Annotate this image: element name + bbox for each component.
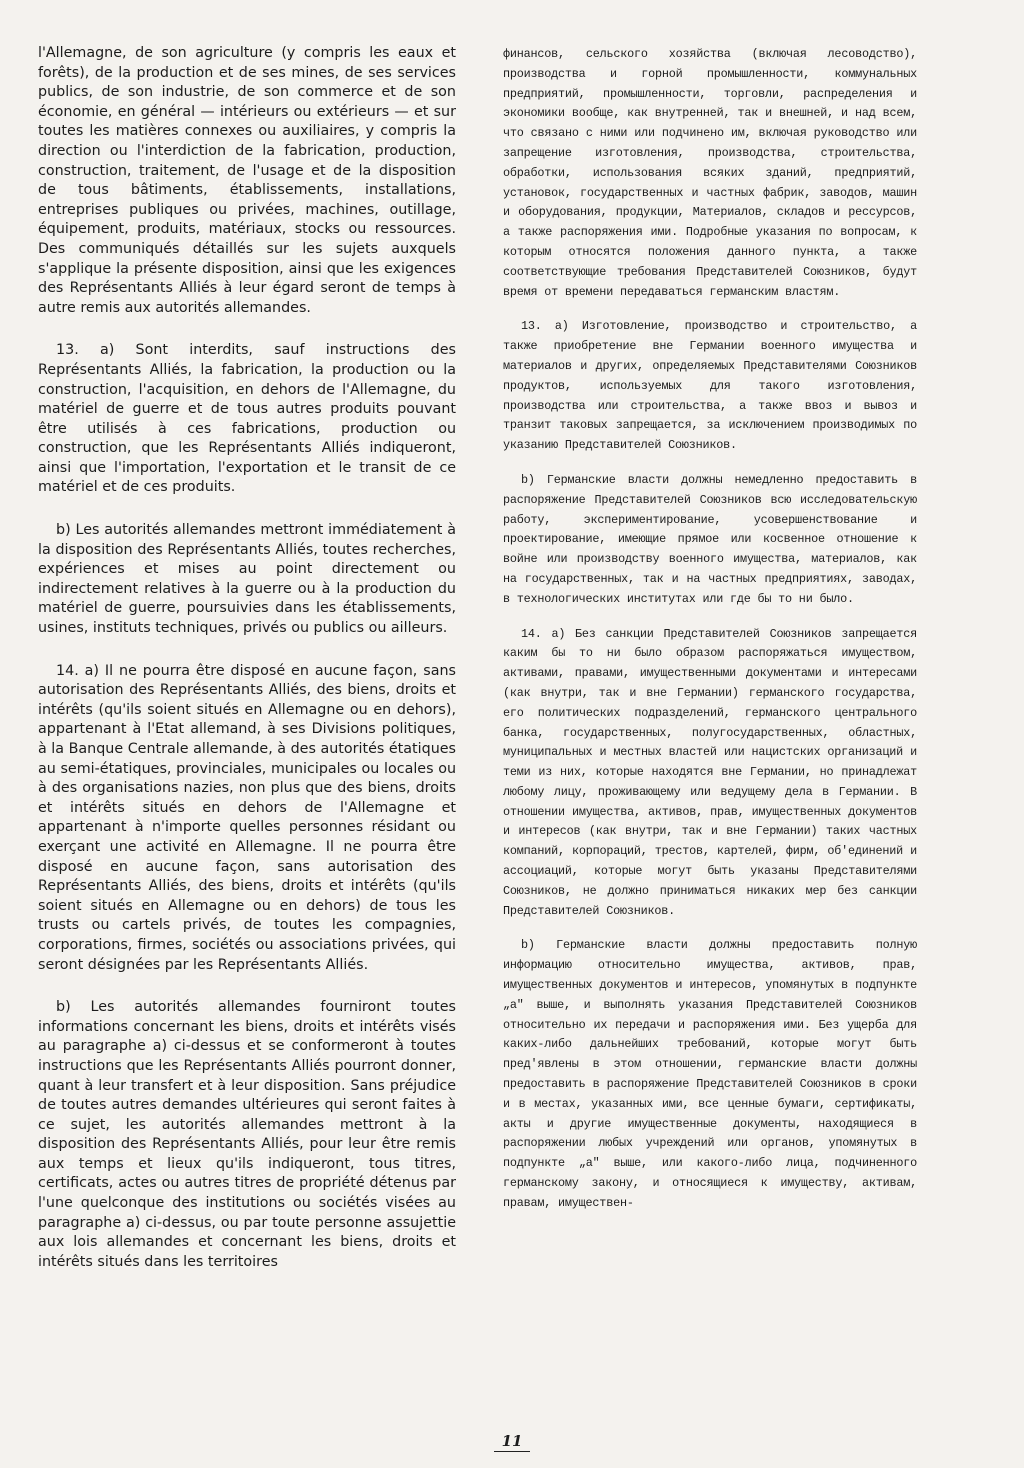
ru-paragraph-continuation: финансов, сельского хозяйства (включая лесоводство), производства и горной промышленности, коммунальных предприятий, промышленности, торговли, распределения и экономики вообще, как внутренней, так и внешней, и над всем, что связано с ними или подчинено им, включая руководство или запрещение изготовления, производства, строительства, обработки, использования всяких зданий, предприятий, установок, государственных и частных фабрик, заводов, машин и оборудования, продукции, Материалов, складов и рессурсов, а также распоряжения ими. Подробные указания по вопросам, к которым относятся положения данного пункта, а также соответствующие требования Представителей Союзников, будут время от времени передаваться германским властям. bbox=[503, 47, 917, 299]
fr-paragraph-14a: 14. a) Il ne pourra être disposé en aucune façon, sans autorisation des Représentants Alliés, des biens, droits et intérêts (qu'ils soient situés en Allemagne ou en dehors), appartenant à l'Etat allemand, à ses Divisions politiques, à la Banque Centrale allemande, à des autorités étatiques au semi-étatiques, provinciales, municipales ou locales ou à des organisations nazies, non plus que des biens, droits et intérêts situés en dehors de l'Allemagne et appartenant à n'importe quelles personnes résidant ou exerçant une activité en Allemagne. Il ne pourra être disposé en aucune façon, sans autorisation des Représentants Alliés, des biens, droits et intérêts (qu'ils soient situés en Allemagne ou en dehors) de tous les trusts ou cartels privés, de toutes les compagnies, corporations, firmes, sociétés ou associations privées, qui seront désignées par les Représentants Alliés. bbox=[38, 662, 457, 973]
fr-paragraph-13b: b) Les autorités allemandes mettront immédiatement à la disposition des Représentants Alliés, toutes recherches, expériences et mises au point directement ou indirectement relatives à la guerre ou à la production du matériel de guerre, poursuivies dans les établissements, usines, instituts techniques, privés ou publics ou ailleurs. bbox=[38, 522, 456, 637]
page-number-text: 11 bbox=[494, 1432, 531, 1452]
fr-paragraph-13a: 13. a) Sont interdits, sauf instructions des Représentants Alliés, la fabrication, la production ou la construction, l'acquisition, en dehors de l'Allemagne, du matériel de guerre et de tous autres produits pouvant être utilisés à ces fabrications, production ou construction, que les Représentants Alliés indiqueront, ainsi que l'importation, l'exportation et le transit de ce matériel et de ces produits. bbox=[38, 342, 456, 496]
russian-column bbox=[503, 45, 917, 1214]
ru-paragraph-13a: 13. а) Изготовление, производство и строительство, а также приобретение вне Германии военного имущества и материалов и других, определяемых Представителями Союзников продуктов, используемых для такого изготовления, производства или строительства, а также ввоз и вывоз и транзит таковых запрещается, за исключением производимых по указанию Представителей Союзников. bbox=[503, 319, 917, 453]
ru-paragraph-14b: b) Германские власти должны предоставить полную информацию относительно имущества, активов, прав, имущественных документов и интересов, упомянутых в подпункте „а" выше, и выполнять указания Представителей Союзников относительно их передачи и распоряжения ими. Без ущерба для каких-либо дальнейших требований, которые могут быть пред'явлены в этом отношении, германские власти должны предоставить в распоряжение Представителей Союзников в сроки и в местах, указанных ими, все ценные бумаги, сертификаты, акты и другие имущественные документы, находящиеся в распоряжении любых учреждений или органов, упомянутых в подпункте „а" выше, или какого-либо лица, подчиненного германскому закону, и относящиеся к имуществу, активам, правам, имуществен- bbox=[503, 938, 917, 1210]
ru-paragraph-14a: 14. а) Без санкции Представителей Союзников запрещается каким бы то ни было образом распоряжаться имуществом, активами, правами, имущественными документами и интересами (как внутри, так и вне Германии) германского государства, его политических подразделений, германского центрального банка, государственных, полугосударственных, областных, муниципальных и местных властей или нацистских организаций и теми из них, которые находятся вне Германии, но принадлежат любому лицу, проживающему или ведущему дела в Германии. В отношении имущества, активов, прав, имущественных документов и интересов (как внутри, так и вне Германии) таких частных компаний, корпораций, трестов, картелей, фирм, об'единений и ассоциаций, которые могут быть указаны Представителями Союзников, не должно приниматься никаких мер без санкции Представителей Союзников. bbox=[503, 626, 917, 918]
ru-paragraph-13b: b) Германские власти должны немедленно предоставить в распоряжение Представителей Союзников всю исследовательскую работу, экспериментирование, усовершенствование и проектирование, имеющие прямое или косвенное отношение к войне или производству военного имущества, материалов, как на государственных, так и на частных предприятиях, заводах, в технологических институтах или где бы то ни было. bbox=[503, 472, 917, 606]
fr-paragraph-14b: b) Les autorités allemandes fourniront toutes informations concernant les biens, droits et intérêts visés au paragraphe a) ci-dessus et se conformeront à toutes instructions que les Représentants Alliés pourront donner, quant à leur transfert et à leur disposition. Sans préjudice de toutes autres demandes ultérieures qui seront faites à ce sujet, les autorités allemandes mettront à la disposition des Représentants Alliés, pour leur être remis aux temps et lieux qu'ils indiqueront, tous titres, certificats, actes ou autres titres de propriété détenus par l'une quelconque des institutions ou sociétés visées au paragraphe a) ci-dessus, ou par toute personne assujettie aux lois allemandes et concernant les biens, droits et intérêts situés dans les territoires bbox=[38, 999, 456, 1270]
fr-paragraph-continuation: l'Allemagne, de son agriculture (y compris les eaux et forêts), de la production et de ses mines, de ses services publics, de son industrie, de son commerce et de son économie, en général — intérieurs ou extérieurs — et sur toutes les matières connexes ou auxiliaires, y compris la direction ou l'interdiction de la fabrication, production, construction, traitement, de l'usage et de la disposition de tous bâtiments, établissements, installations, entreprises publiques ou privées, machines, outillage, équipement, produits, matériaux, stocks ou ressources. Des communiqués détaillés sur les sujets auxquels s'applique la présente disposition, ainsi que les exigences des Représentants Alliés à leur égard seront de temps à autre remis aux autorités allemandes. bbox=[38, 45, 456, 316]
page-number bbox=[0, 1432, 1024, 1450]
french-column bbox=[38, 44, 456, 1272]
